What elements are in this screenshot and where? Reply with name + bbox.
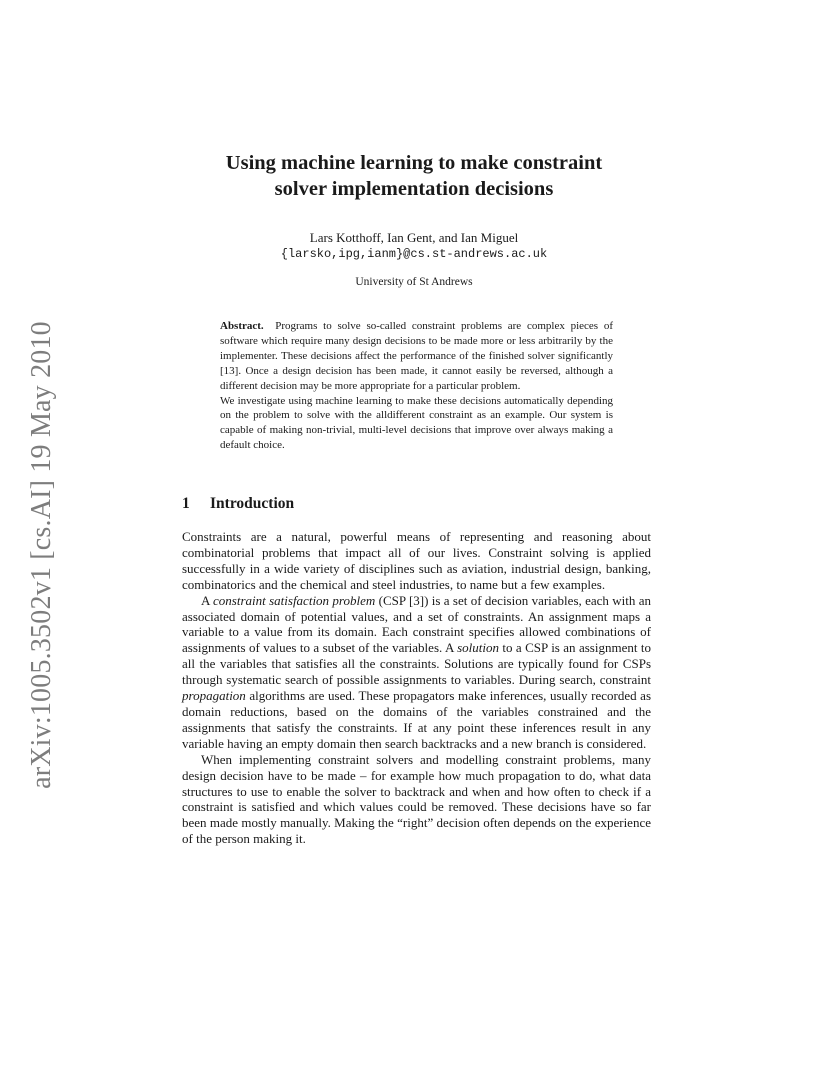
term-propagation: propagation (182, 688, 246, 704)
paper-title (0, 150, 828, 202)
affiliation: University of St Andrews (355, 276, 473, 288)
abstract-label: Abstract. (220, 320, 264, 332)
paragraph-2-text-a: A (201, 592, 214, 608)
abstract-paragraph-1 (220, 319, 613, 394)
paragraph-1: Constraints are a natural, powerful means of representing and reasoning about combinatorial problems that impact all of our lives. Constraint solving is applied successfully in a wide variety of disciplines such as aviation, industrial design, banking, combinatorics and the chemical and steel industries, to name but a few examples. (182, 529, 651, 592)
abstract (220, 319, 613, 453)
section-heading (182, 494, 294, 514)
paragraph-2-text-d: algorithms are used. These propagators make inferences, usually recorded as domain reductions, based on the domains of the variables constrained and the assignments that satisfy the constraints. If at any point these inferences result in any variable having an empty domain then search backtracks and a new branch is considered. (182, 688, 651, 751)
author-emails: {larsko,ipg,ianm}@cs.st-andrews.ac.uk (280, 247, 548, 261)
arxiv-identifier-stamp: arXiv:1005.3502v1 [cs.AI] 19 May 2010 (26, 321, 57, 789)
paper-title-line-2: solver implementation decisions (274, 178, 554, 200)
section-title: Introduction (210, 495, 295, 512)
paragraph-2 (182, 593, 651, 752)
paper-title-line-1: Using machine learning to make constraint (225, 152, 603, 174)
paragraph-2-text-c: to a CSP is an assignment to all the variables that satisfies all the constraints. Solutions are typically found for CSPs through systematic search of possible assignments to variables. During search, constraint (182, 640, 652, 688)
term-csp: constraint satisfaction problem (213, 592, 376, 608)
section-number: 1 (182, 495, 190, 512)
abstract-paragraph-2: We investigate using machine learning to make these decisions automatically depending on the problem to solve with the alldifferent constraint as an example. Our system is capable of making non-trivial, multi-level decisions that improve over always making a default choice. (220, 394, 613, 452)
term-solution: solution (457, 640, 499, 656)
author-list: Lars Kotthoff, Ian Gent, and Ian Miguel (309, 230, 519, 245)
introduction-body (182, 529, 651, 847)
paragraph-2-text-b: (CSP [3]) is a set of decision variables, each with an associated domain of potential values, and a set of constraints. An assignment maps a variable to a value from its domain. Each constraint specifies allowed combinations of assignments of values to a subset of the variables. A (182, 592, 651, 656)
paragraph-3: When implementing constraint solvers and modelling constraint problems, many design decision have to be made – for example how much propagation to do, what data structures to use to enable the solver to backtrack and when and how often to check if a constraint is satisfied and which values could be removed. These decisions have so far been made mostly manually. Making the “right” decision often depends on the experience of the person making it. (182, 751, 651, 847)
abstract-text-1: Programs to solve so-called constraint problems are complex pieces of software which require many design decisions to be made more or less arbitrarily by the implementer. These decisions affect the performance of the finished solver significantly [13]. Once a design decision has been made, it cannot easily be reversed, although a different decision may be more appropriate for a particular problem. (220, 320, 613, 392)
